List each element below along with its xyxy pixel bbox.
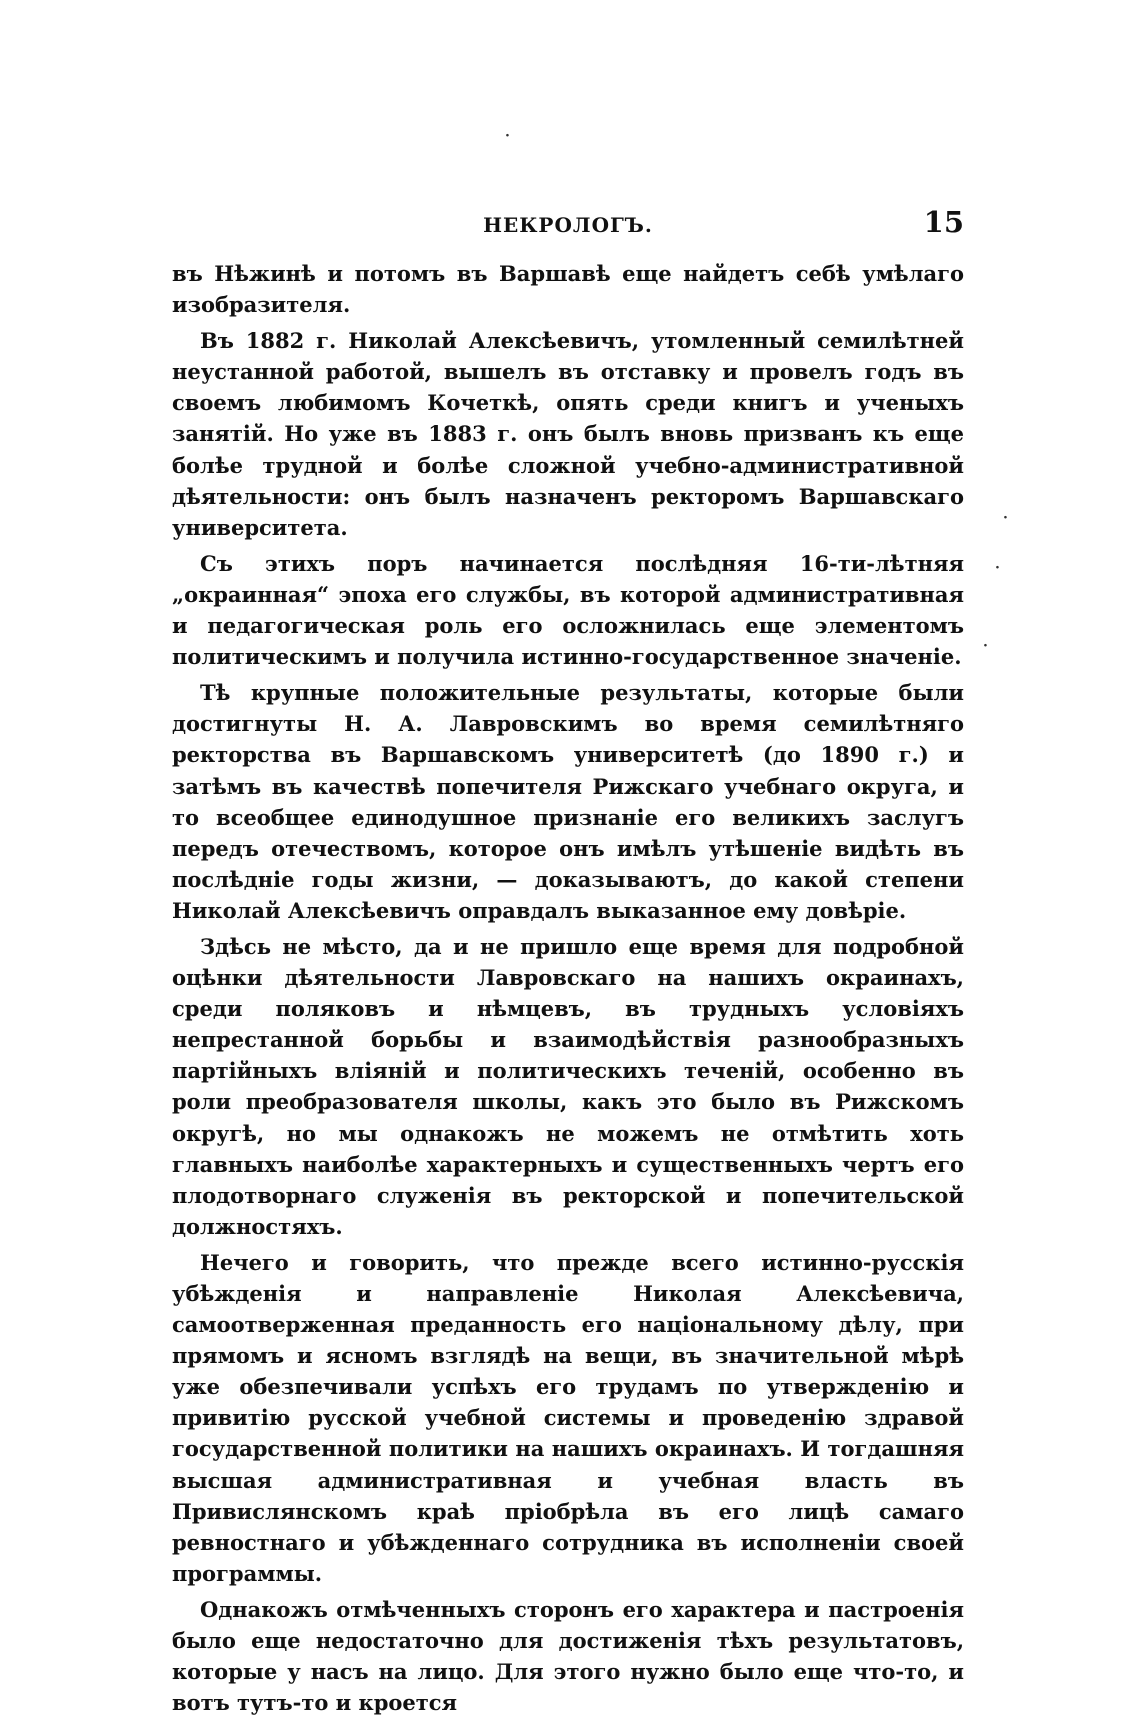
paragraph: Здѣсь не мѣсто, да и не пришло еще время для подробной оцѣнки дѣятельности Лавровскаго на нашихъ окраинахъ, среди поляковъ и нѣмцевъ, въ трудныхъ условіяхъ непрестанной борьбы и взаимодѣйствія разнообразныхъ партійныхъ вліяній и политическихъ теченій, особенно въ роли преобразователя школы, какъ это было въ Рижскомъ округѣ, но мы однакожъ не можемъ не отмѣтить хоть главныхъ наиболѣе характерныхъ и существенныхъ чертъ его плодотворнаго служенія въ ректорской и попечительской должностяхъ.: [172, 933, 964, 1239]
margin-speck: ·: [1003, 510, 1008, 526]
margin-speck: ·: [505, 128, 510, 144]
body-text: [172, 258, 964, 1723]
paragraph: Однакожъ отмѣченныхъ сторонъ его характера и пастроенія было еще недостаточно для достиженія тѣхъ результатовъ, которые у насъ на лицо. Для этого нужно было еще что-то, и вотъ тутъ-то и кроется: [172, 1596, 964, 1716]
running-head: [172, 205, 964, 245]
paragraph: въ Нѣжинѣ и потомъ въ Варшавѣ еще найдетъ себѣ умѣлаго изобразителя.: [172, 261, 964, 318]
paragraph: Въ 1882 г. Николай Алексѣевичъ, утомленный семилѣтней неустанной работой, вышелъ въ отставку и провелъ годъ въ своемъ любимомъ Кочеткѣ, опять среди книгъ и ученыхъ занятій. Но уже въ 1883 г. онъ былъ вновь призванъ къ еще болѣе трудной и болѣе сложной учебно-административной дѣятельности: онъ былъ назначенъ ректоромъ Варшавскаго университета.: [172, 328, 964, 540]
page-number: 15: [923, 205, 964, 239]
running-title: НЕКРОЛОГЪ.: [483, 213, 653, 237]
paragraph: Тѣ крупные положительные результаты, которые были достигнуты Н. А. Лавровскимъ во время семилѣтняго ректорства въ Варшавскомъ университетѣ (до 1890 г.) и затѣмъ въ качествѣ попечителя Рижскаго учебнаго округа, и то всеобщее единодушное признаніе его великихъ заслугъ передъ отечествомъ, которое онъ имѣлъ утѣшеніе видѣть въ послѣдніе годы жизни, — доказываютъ, до какой степени Николай Алексѣевичъ оправдалъ выказанное ему довѣріе.: [172, 680, 964, 923]
paragraph: Нечего и говорить, что прежде всего истинно-русскія убѣжденія и направленіе Николая Алексѣевича, самоотверженная преданность его національному дѣлу, при прямомъ и ясномъ взглядѣ на вещи, въ значительной мѣрѣ уже обезпечивали успѣхъ его трудамъ по утвержденію и привитію русской учебной системы и проведенію здравой государственной политики на нашихъ окраинахъ. И тогдашняя высшая административная и учебная власть въ Привислянскомъ краѣ пріобрѣла въ его лицѣ самаго ревностнаго и убѣжденнаго сотрудника въ исполненіи своей программы.: [172, 1249, 964, 1586]
margin-speck: ·: [995, 560, 1000, 576]
margin-speck: ·: [983, 638, 988, 654]
paragraph: Съ этихъ поръ начинается послѣдняя 16-ти-лѣтняя „окраинная“ эпоха его службы, въ которой административная и педагогическая роль его осложнилась еще элементомъ политическимъ и получила истинно-государственное значеніе.: [172, 550, 964, 670]
